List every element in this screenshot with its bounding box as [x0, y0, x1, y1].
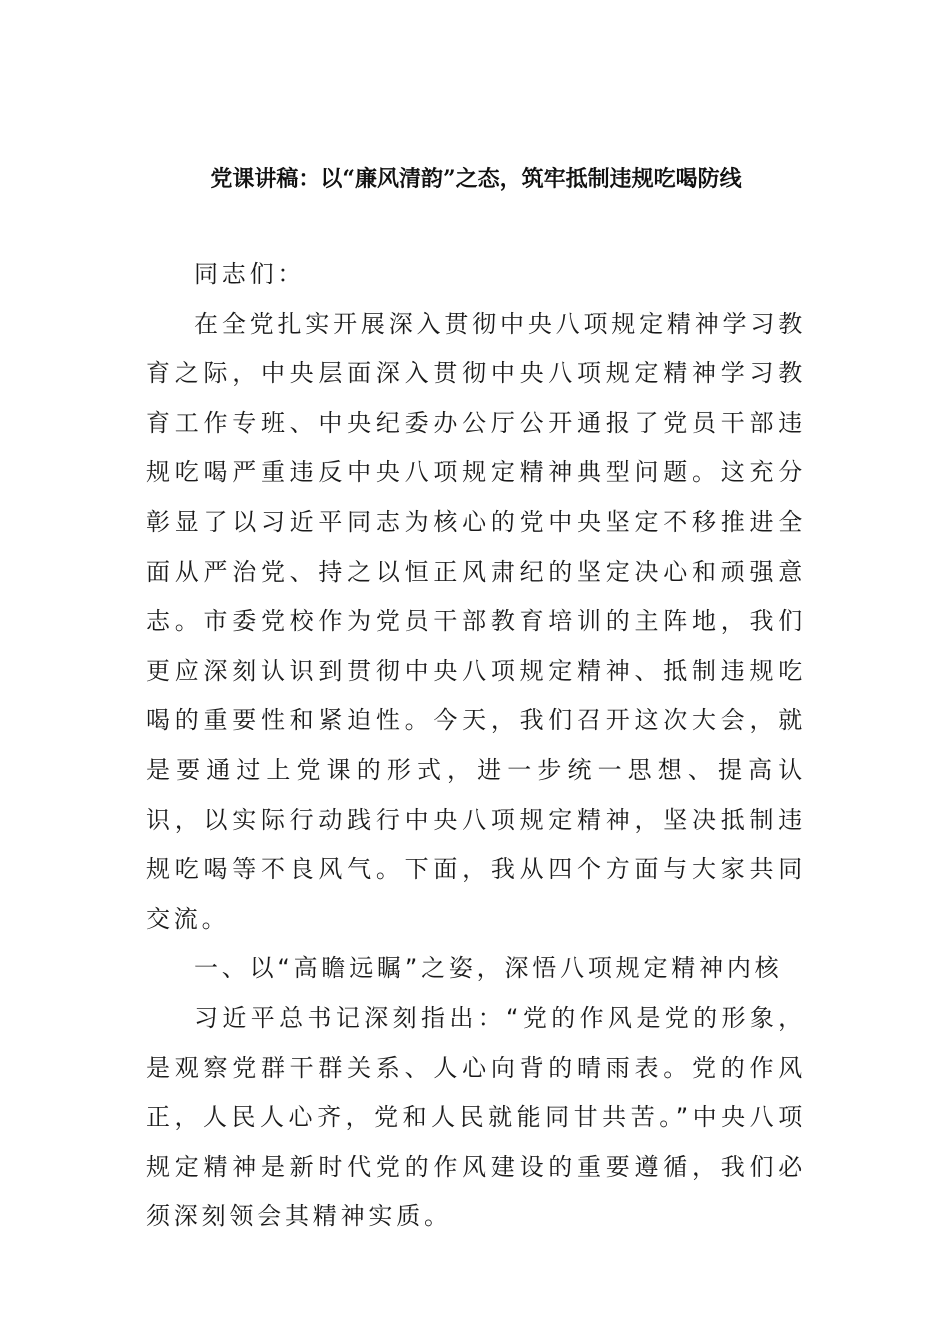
section-heading: 一、以“高瞻远瞩”之姿，深悟八项规定精神内核	[194, 954, 783, 983]
document-body	[146, 250, 806, 1242]
document-title: 党课讲稿：以“廉风清韵”之态，筑牢抵制违规吃喝防线	[210, 166, 742, 192]
body-paragraph: 习近平总书记深刻指出：“党的作风是党的形象，是观察党群干群关系、人心向背的晴雨表。党的作风正，人民人心齐，党和人民就能同甘共苦。”中央八项规定精神是新时代党的作风建设的重要遵循，我们必须深刻领会其精神实质。	[146, 1003, 806, 1231]
salutation-paragraph: 同志们：	[194, 260, 306, 288]
intro-paragraph: 在全党扎实开展深入贯彻中央八项规定精神学习教育之际，中央层面深入贯彻中央八项规定精神学习教育工作专班、中央纪委办公厅公开通报了党员干部违规吃喝严重违反中央八项规定精神典型问题。这充分彰显了以习近平同志为核心的党中央坚定不移推进全面从严治党、持之以恒正风肃纪的坚定决心和顽强意志。市委党校作为党员干部教育培训的主阵地，我们更应深刻认识到贯彻中央八项规定精神、抵制违规吃喝的重要性和紧迫性。今天，我们召开这次大会，就是要通过上党课的形式，进一步统一思想、提高认识，以实际行动践行中央八项规定精神，坚决抵制违规吃喝等不良风气。下面，我从四个方面与大家共同交流。	[146, 309, 806, 933]
